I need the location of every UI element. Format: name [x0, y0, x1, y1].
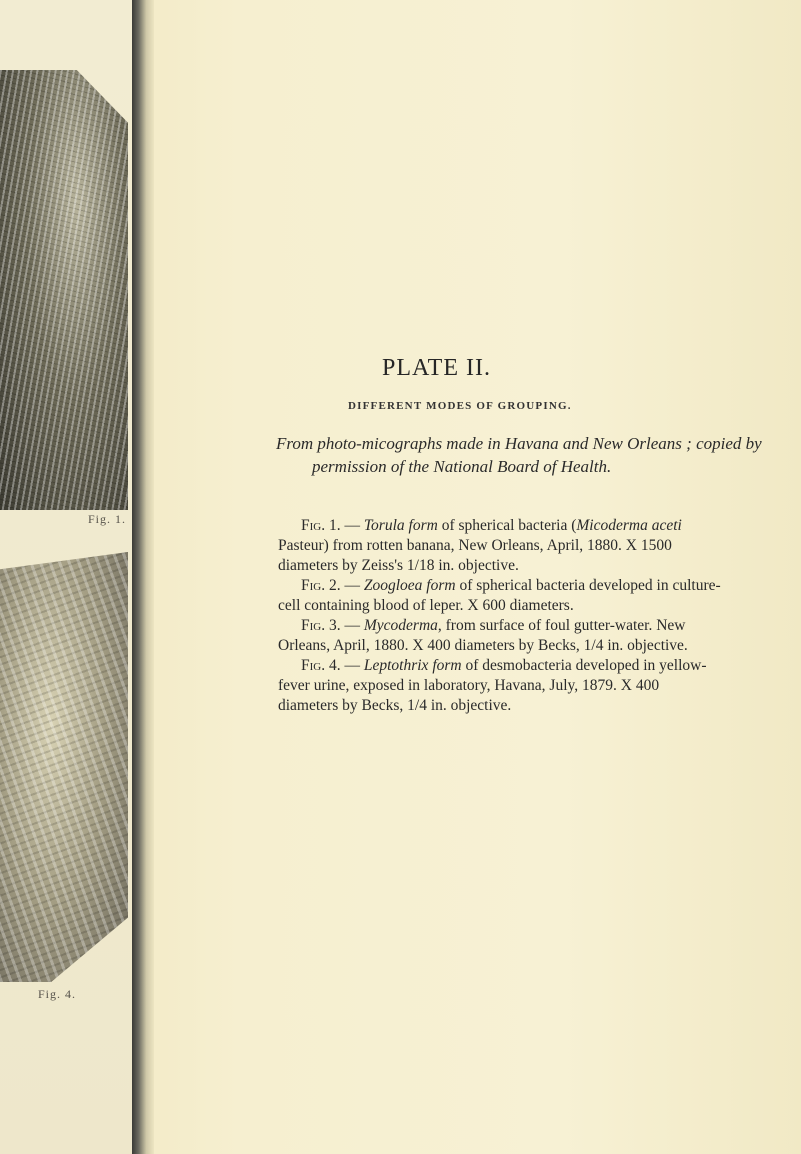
plate-title: PLATE II. — [382, 355, 491, 381]
photomicrograph-fig-1-image — [0, 70, 128, 510]
fig-4-caption-line-2: fever urine, exposed in laboratory, Havana, July, 1879. X 400 — [278, 677, 660, 694]
fig-4-plate-label: Fig. 4. — [38, 987, 77, 1001]
fig-3-text: , from surface of foul gutter-water. New — [437, 617, 686, 634]
book-binding-gutter — [132, 0, 154, 1154]
plate-subtitle: DIFFERENT MODES OF GROUPING. — [348, 400, 572, 412]
fig-1-plate-label: Fig. 1. — [88, 512, 127, 526]
fig-4-term: Leptothrix form — [363, 657, 462, 674]
caption-dash: — — [340, 517, 364, 534]
caption-dash: — — [340, 657, 364, 674]
fig-3-term: Mycoderma — [363, 617, 438, 634]
fig-4-caption-line-1 — [278, 656, 798, 676]
fig-4-caption-line-3: diameters by Becks, 1/4 in. objective. — [278, 697, 512, 714]
fig-4-label: Fig. 4. — [301, 657, 341, 674]
source-note-line-1: From photo-micographs made in Havana and New Orleans ; copied by — [276, 434, 762, 453]
fig-2-label: Fig. 2. — [301, 577, 341, 594]
fig-1-label: Fig. 1. — [301, 517, 341, 534]
source-note — [276, 432, 780, 478]
fig-2-caption-line-2: cell containing blood of leper. X 600 diameters. — [278, 597, 574, 614]
source-note-line-2: permission of the National Board of Health. — [312, 457, 612, 476]
fig-1-caption-line-3: diameters by Zeiss's 1/18 in. objective. — [278, 557, 519, 574]
fig-1-species: Micoderma aceti — [576, 517, 682, 534]
fig-1-caption-line-2: Pasteur) from rotten banana, New Orleans, April, 1880. X 1500 — [278, 537, 672, 554]
fig-3-caption-line-2: Orleans, April, 1880. X 400 diameters by Becks, 1/4 in. objective. — [278, 637, 688, 654]
figure-captions — [278, 516, 798, 716]
caption-dash: — — [340, 577, 364, 594]
facing-plate-page — [0, 0, 138, 1154]
fig-2-caption-line-1 — [278, 576, 798, 596]
fig-1-caption-line-1 — [278, 516, 798, 536]
fig-1-term: Torula form — [363, 517, 438, 534]
fig-3-caption-line-1 — [278, 616, 798, 636]
fig-3-label: Fig. 3. — [301, 617, 341, 634]
fig-4-text: of desmobacteria developed in yellow- — [461, 657, 707, 674]
fig-1-text: of spherical bacteria ( — [437, 517, 577, 534]
caption-dash: — — [340, 617, 364, 634]
photomicrograph-fig-4-image — [0, 552, 128, 982]
fig-2-term: Zoogloea form — [363, 577, 456, 594]
fig-2-text: of spherical bacteria developed in culture- — [455, 577, 721, 594]
